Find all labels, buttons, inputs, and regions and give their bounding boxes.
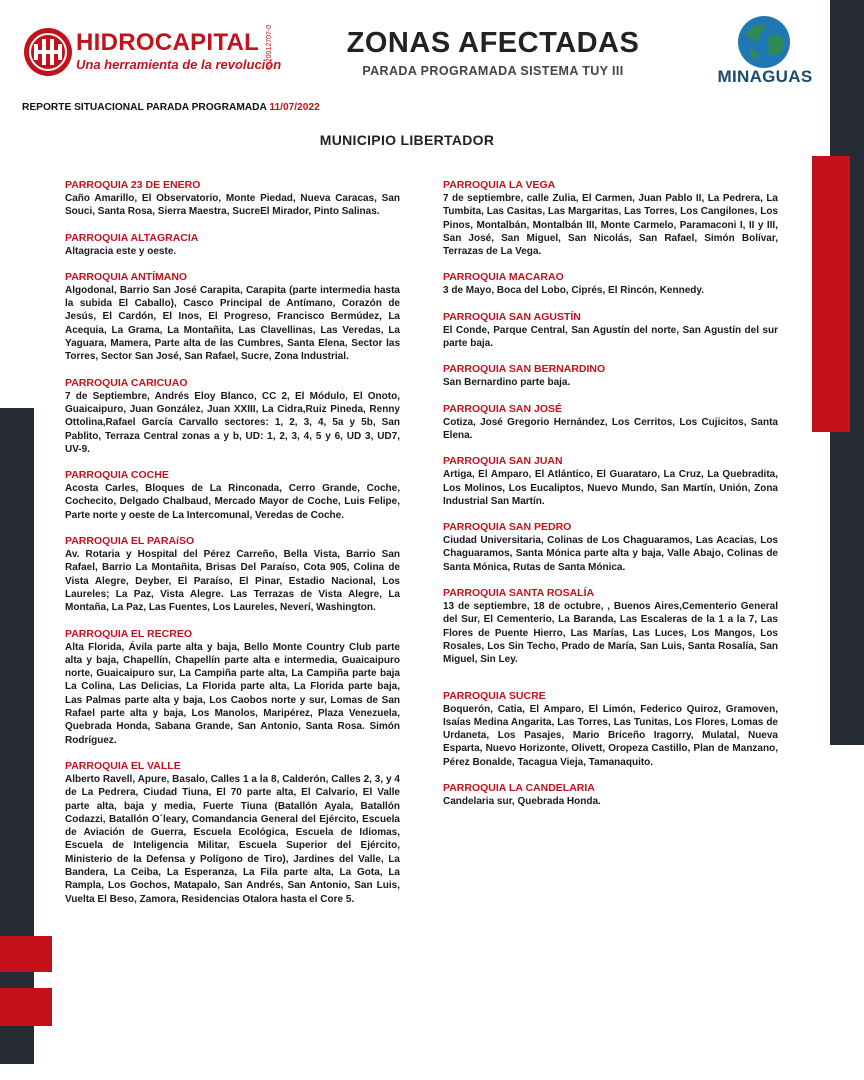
report-line <box>22 102 320 113</box>
decor-bar-left-red-top <box>0 936 52 972</box>
parroquia-name: PARROQUIA EL RECREO <box>65 627 192 640</box>
parroquia-name: PARROQUIA ALTAGRACIA <box>65 231 199 244</box>
parroquia-zones: Boquerón, Catia, El Amparo, El Limón, Federico Quiroz, Gramoven, Isaías Medina Angarita, Las Torres, Las Tunitas, Los Flores, Lomas de Urdaneta, Los Pasajes, Mario Briceño Iragorry, Mulatal, Nueva Esparta, Nuevo Horizonte, Olivett, Oropeza Castillo, Plan de Manzano, Pérez Bonalde, Tacagua Vieja, Tamanaquito. <box>443 703 778 768</box>
parroquia-name: PARROQUIA ANTÍMANO <box>65 270 188 283</box>
minaguas-brand-name: MINAGUAS <box>717 67 813 86</box>
parroquia-zones: San Bernardino parte baja. <box>443 377 571 389</box>
parroquia-name: PARROQUIA SAN JOSÉ <box>443 402 563 415</box>
parroquia-name: PARROQUIA EL VALLE <box>65 759 181 772</box>
parroquia-block <box>443 520 778 574</box>
parroquia-zones: Algodonal, Barrio San José Carapita, Carapita (parte intermedia hasta la subida El Caballo), Casco Principal de Antímano, Corazón de Jesús, El Cardón, El Inos, El Progreso, Francisco Bermúdez, La Acequia, La Grama, La Montañita, Las Clavellinas, Las Veredas, La Yaguara, Mamera, Parte alta de las Cumbres, Santa Elena, Sector las Torres, Sector San José, San Rafael, Sucre, Zona Industrial. <box>65 284 400 363</box>
decor-bar-left-red-bottom <box>0 988 52 1026</box>
report-date: 11/07/2022 <box>269 102 320 113</box>
hidrocapital-tagline: Una herramienta de la revolución <box>76 57 282 72</box>
parroquia-block <box>65 627 400 747</box>
decor-bar-right-red <box>812 156 850 432</box>
parroquia-block <box>443 586 778 666</box>
parroquia-block <box>443 454 778 508</box>
parroquia-block <box>443 781 778 808</box>
parroquia-name: PARROQUIA SAN JUAN <box>443 455 563 468</box>
parroquia-zones: 7 de septiembre, calle Zulia, El Carmen, Juan Pablo II, La Pedrera, La Tumbita, Las Casitas, Las Margaritas, Las Torres, Los Cangilones, Los Pinos, Montalbán, Montalbán III, Monte Carmelo, Paramaconi I, II y III, San José, San Miguel, San Nicolás, San Rafael, Simón Bolívar, Terrazas de La Vega. <box>443 193 778 258</box>
parroquia-name: PARROQUIA 23 DE ENERO <box>65 179 201 191</box>
parroquia-name: PARROQUIA MACARAO <box>443 271 564 284</box>
parroquia-block <box>65 468 400 522</box>
page-title: ZONAS AFECTADAS <box>346 27 640 59</box>
parroquia-zones: Altagracia este y oeste. <box>65 245 177 257</box>
parroquia-block <box>65 376 400 456</box>
parroquia-zones: Acosta Carles, Bloques de La Rinconada, Cerro Grande, Coche, Cochecito, Delgado Chalbaud, Mercado Mayor de Coche, Luis Felipe, Parte norte y oeste de La Intercomunal, Veredas de Coche. <box>65 483 400 521</box>
parroquia-block <box>65 270 400 364</box>
parroquia-zones: Ciudad Universitaria, Colinas de Los Chaguaramos, Las Acacias, Los Chaguaramos, Santa Mónica parte alta y baja, Valle Abajo, Colinas de Santa Mónica, Rutas de Santa Mónica. <box>443 535 778 573</box>
parroquia-block <box>443 402 778 443</box>
parroquia-block <box>443 270 778 297</box>
parroquia-name: PARROQUIA LA VEGA <box>443 179 556 191</box>
parroquia-block <box>65 759 400 906</box>
report-label: REPORTE SITUACIONAL PARADA PROGRAMADA <box>22 102 267 113</box>
parroquia-name: PARROQUIA SAN PEDRO <box>443 521 572 534</box>
parroquia-name: PARROQUIA EL PARAíSO <box>65 535 195 548</box>
parroquia-zones: Artiga, El Amparo, El Atlántico, El Guarataro, La Cruz, La Quebradita, Los Molinos, Los Eucaliptos, Nuevo Mundo, San Martín, Unión, Zona Industrial San Martín. <box>443 469 778 507</box>
parroquia-zones: Alberto Ravell, Apure, Basalo, Calles 1 a la 8, Calderón, Calles 2, 3, y 4 de La Pedrera, Ciudad Tiuna, El 70 parte alta, El Calvario, El Valle parte alta, baja y media, Fuerte Tiuna (Batallón Ayala, Batallón Codazzi, Batallón O´leary, Comandancia General del Ejército, Escuela de Aviación de Guerra, Escuela Ecológica, Escuela de Idiomas, Escuela de Inteligencia Militar, Escuela Superior del Ejército, Ministerio de la Defensa y Polígono de Tiro), Jardines del Valle, La Bandera, La Ceiba, La Esperanza, La Fila parte alta, La Gota, La Rampla, Los Gochos, Matapalo, San Andrés, San Antonio, San Luis, Vuelta El Beso, Zamora, Residencias Otalora hasta el Core 5. <box>65 773 400 905</box>
parroquia-zones: 7 de Septiembre, Andrés Eloy Blanco, CC 2, El Módulo, El Onoto, Guaicaipuro, Juan González, Juan XXIII, La Cidra,Ruiz Pineda, Renny Ottolina,Rafael García Carvallo sectores: 1, 2, 3, 4, 5a y 5b, San Pablito, Terraza Central zonas a y b, UD: 1, 2, 3, 4, 5 y 6, UD 3, UD7, UV-9. <box>65 390 400 455</box>
parroquia-zones: Cotiza, José Gregorio Hernández, Los Cerritos, Los Cujicitos, Santa Elena. <box>443 416 778 441</box>
parroquia-name: PARROQUIA SUCRE <box>443 689 546 702</box>
parroquia-block <box>65 231 400 258</box>
parroquia-block <box>65 534 400 614</box>
minaguas-globe-icon <box>736 14 792 70</box>
parroquia-zones: 3 de Mayo, Boca del Lobo, Ciprés, El Rincón, Kennedy. <box>443 285 704 297</box>
hidrocapital-rif-code: G-20012707-0 <box>266 24 273 70</box>
parroquia-block <box>443 689 778 769</box>
parroquia-name: PARROQUIA COCHE <box>65 469 169 482</box>
parroquia-name: PARROQUIA SANTA ROSALÍA <box>443 587 595 600</box>
parroquia-block <box>65 178 400 219</box>
parroquia-zones: 13 de septiembre, 18 de octubre, , Buenos Aires,Cementerio General del Sur, El Cementerio, La Baranda, Las Escaleras de la 1 a la 7, Las Flores de Puente Hierro, Las Marías, Las Luces, Los Mangos, Los Rosales, Los Sin Techo, Prado de María, San Luis, Santa Rosalía, San Miguel, Sin Ley. <box>443 601 778 666</box>
page-subtitle: PARADA PROGRAMADA SISTEMA TUY III <box>362 64 624 78</box>
parroquia-name: PARROQUIA SAN AGUSTÍN <box>443 310 581 323</box>
parroquia-zones: Alta Florida, Ávila parte alta y baja, Bello Monte Country Club parte alta y baja, Chapellín, Chapellín parte alta e intermedia, Guaicaipuro norte, Guaicaipuro sur, La Campiña parte alta, La Campiña parte baja La Colina, Las Delicias, La Florida parte alta, La Florida parte baja, Las Palmas parte alta y baja, Los Caobos norte y sur, Lomas de San Rafael parte alta y baja, Los Manolos, Maripérez, Plaza Venezuela, Quebrada Honda, Sabana Grande, San Antonio, Santa Rosa. Simón Rodríguez. <box>65 641 400 746</box>
parroquias-left-column <box>65 178 400 906</box>
parroquia-zones: Caño Amarillo, El Observatorio, Monte Piedad, Nueva Caracas, San Souci, Santa Rosa, Sierra Maestra, SucreEl Mirador, Pinto Salinas. <box>65 193 400 218</box>
parroquia-block <box>443 362 778 389</box>
parroquia-block <box>443 178 778 258</box>
hidrocapital-logo-icon <box>22 26 74 78</box>
parroquia-name: PARROQUIA CARICUAO <box>65 376 188 389</box>
hidrocapital-brand-name: HIDROCAPITAL <box>76 29 260 56</box>
parroquias-right-column <box>443 178 778 808</box>
parroquia-name: PARROQUIA LA CANDELARIA <box>443 782 595 795</box>
municipio-heading: MUNICIPIO LIBERTADOR <box>319 132 495 148</box>
parroquia-block <box>443 310 778 351</box>
parroquia-name: PARROQUIA SAN BERNARDINO <box>443 363 606 376</box>
parroquia-zones: Candelaria sur, Quebrada Honda. <box>443 796 601 808</box>
parroquia-zones: El Conde, Parque Central, San Agustín del norte, San Agustín del sur parte baja. <box>443 324 778 350</box>
parroquia-zones: Av. Rotaria y Hospital del Pérez Carreño, Bella Vista, Barrio San Rafael, Barrio La Montañita, Brisas Del Paraíso, Cota 905, Colina de Vista Alegre, Deyber, El Paraíso, El Pinar, Estadio Nacional, Los Laureles; La Paz, Vista Alegre. Las Terrazas de Vista Alegre, La Montaña, La Paz, Las Fuentes, Los Laureles, Neverí, Washington. <box>65 549 400 614</box>
